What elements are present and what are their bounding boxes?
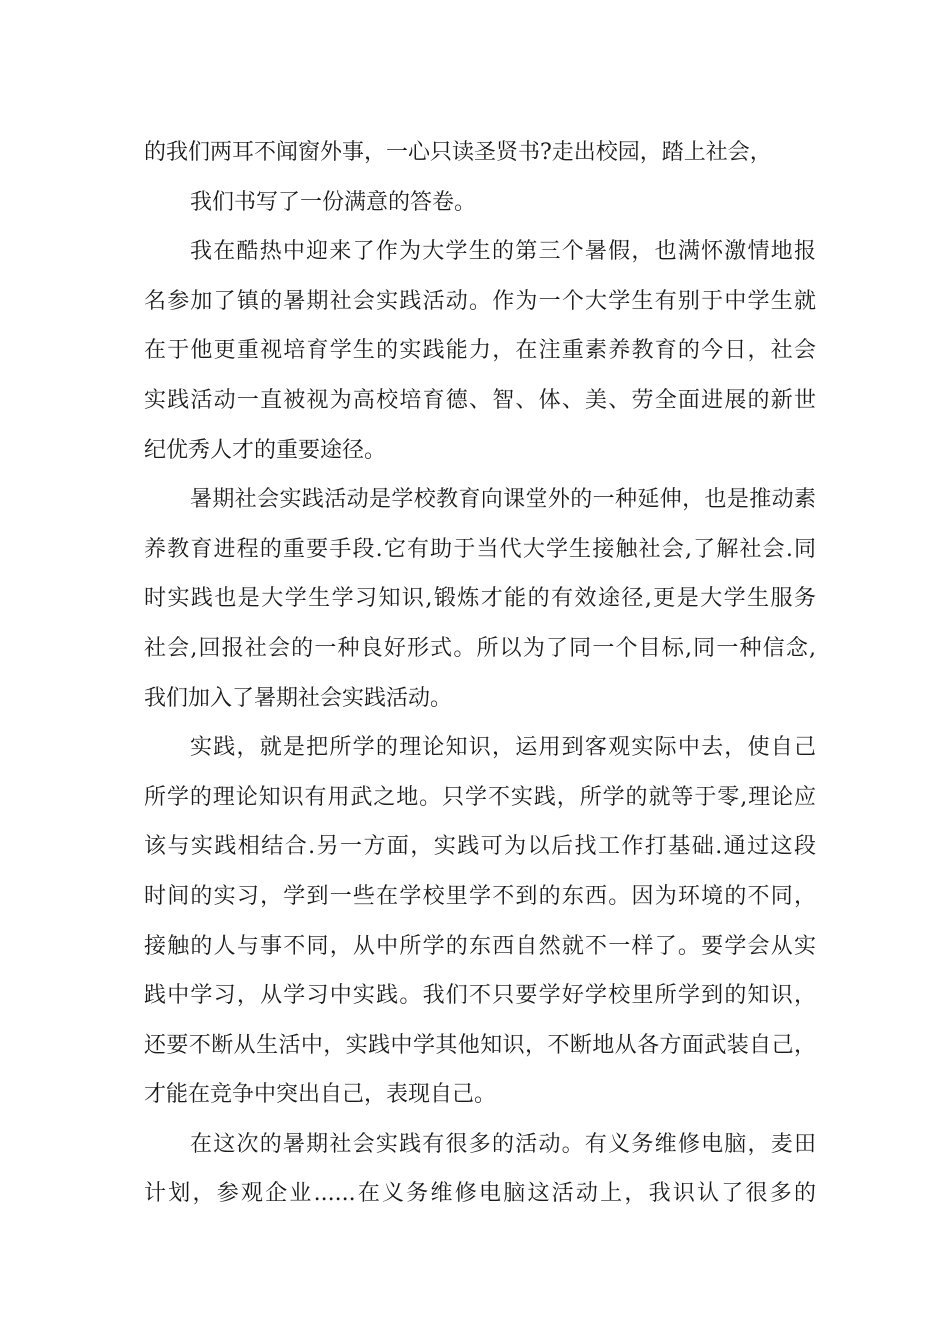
text-line: 的我们两耳不闻窗外事，一心只读圣贤书?走出校园，踏上社会， [144, 140, 772, 165]
paragraph [144, 227, 816, 475]
text-line: 实践活动一直被视为高校培育德、智、体、美、劳全面进展的新世 [144, 387, 816, 413]
document-body [144, 128, 816, 1219]
text-line: 在这次的暑期社会实践有很多的活动。有义务维修电脑，麦田 [190, 1131, 816, 1157]
paragraph [144, 128, 816, 178]
text-line: 我在酷热中迎来了作为大学生的第三个暑假，也满怀激情地报 [190, 239, 816, 265]
text-line: 我们书写了一份满意的答卷。 [190, 189, 477, 215]
text-line: 养教育进程的重要手段.它有助于当代大学生接触社会,了解社会.同 [144, 536, 816, 562]
text-line: 计划，参观企业......在义务维修电脑这活动上，我识认了很多的 [144, 1181, 816, 1207]
text-line: 所学的理论知识有用武之地。只学不实践，所学的就等于零,理论应 [144, 784, 816, 810]
text-line: 还要不断从生活中，实践中学其他知识，不断地从各方面武装自己， [144, 1032, 816, 1058]
text-line: 实践，就是把所学的理论知识，运用到客观实际中去，使自己 [190, 735, 816, 761]
paragraph [144, 475, 816, 723]
text-line: 名参加了镇的暑期社会实践活动。作为一个大学生有别于中学生就 [144, 288, 816, 314]
paragraph [144, 178, 816, 228]
paragraph [144, 723, 816, 1120]
text-line: 才能在竞争中突出自己，表现自己。 [144, 1082, 497, 1108]
text-line: 时间的实习，学到一些在学校里学不到的东西。因为环境的不同， [144, 883, 816, 909]
text-line: 接触的人与事不同，从中所学的东西自然就不一样了。要学会从实 [144, 933, 816, 959]
text-line: 时实践也是大学生学习知识,锻炼才能的有效途径,更是大学生服务 [144, 586, 816, 612]
text-line: 暑期社会实践活动是学校教育向课堂外的一种延伸，也是推动素 [190, 487, 816, 513]
paragraph [144, 1120, 816, 1219]
text-line: 社会,回报社会的一种良好形式。所以为了同一个目标,同一种信念, [144, 635, 816, 661]
text-line: 纪优秀人才的重要途径。 [144, 437, 387, 463]
text-line: 我们加入了暑期社会实践活动。 [144, 685, 453, 711]
text-line: 在于他更重视培育学生的实践能力，在注重素养教育的今日，社会 [144, 338, 816, 364]
text-line: 该与实践相结合.另一方面，实践可为以后找工作打基础.通过这段 [144, 834, 816, 860]
text-line: 践中学习，从学习中实践。我们不只要学好学校里所学到的知识， [144, 983, 816, 1009]
